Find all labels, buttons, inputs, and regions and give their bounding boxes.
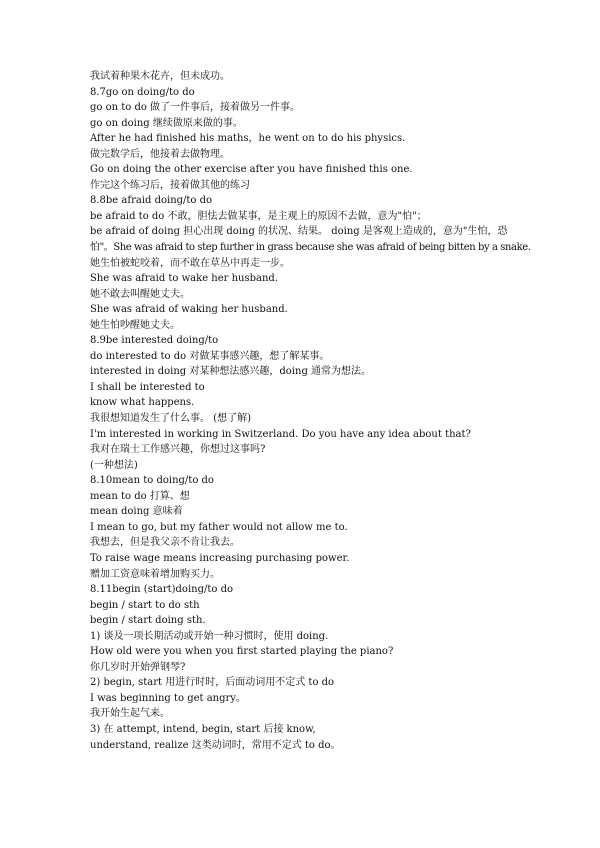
example-sentence: How old were you when you first started playing the piano? — [90, 646, 394, 658]
text-line: go on to do 做了一件事后，接着做另一件事。 — [90, 102, 301, 114]
translation-line: 我开始生起气来。 — [90, 708, 170, 720]
translation-line: 我很想知道发生了什么事。 (想了解) — [90, 413, 251, 425]
example-sentence: know what happens. — [90, 397, 195, 409]
example-sentence: She was afraid of waking her husband. — [90, 304, 288, 316]
text-line: be afraid to do 不敢，胆怯去做某事，是主观上的原因不去做，意为"怕"； — [90, 210, 427, 222]
document-page — [90, 69, 531, 753]
text-line: mean doing 意味着 — [90, 506, 183, 518]
example-sentence: I shall be interested to — [90, 381, 205, 393]
example-sentence: I was beginning to get angry。 — [90, 692, 246, 704]
translation-line: 你几岁时开始弹钢琴? — [90, 661, 186, 673]
translation-line: 她不敢去叫醒她丈夫。 — [90, 288, 190, 300]
translation-line: 作完这个练习后，接着做其他的练习 — [90, 179, 250, 191]
section-heading: 8.10mean to doing/to do — [90, 475, 214, 487]
text-line: (一种想法) — [90, 459, 138, 471]
example-sentence: After he had finished his maths，he went on to do his physics. — [90, 133, 406, 145]
text-line: 2) begin, start 用进行时时，后面动词用不定式 to do — [90, 677, 335, 689]
section-heading: 8.9be interested doing/to — [90, 335, 219, 347]
text-line: 3) 在 attempt, intend, begin, start 后接 know, — [90, 723, 316, 735]
example-sentence: Go on doing the other exercise after you have finished this one. — [90, 164, 413, 176]
translation-line: 做完数学后，他接着去做物理。 — [90, 148, 230, 160]
text-line: do interested to do 对做某事感兴趣，想了解某事。 — [90, 350, 330, 362]
example-sentence: 怕"。She was afraid to step further in grass because she was afraid of being bitten by a snake. — [90, 242, 531, 254]
text-line: begin / start doing sth. — [90, 615, 206, 627]
translation-line: 她生怕吵醒她丈夫。 — [90, 319, 180, 331]
example-sentence: To raise wage means increasing purchasing power. — [90, 552, 350, 564]
example-sentence: I'm interested in working in Switzerland. Do you have any idea about that? — [90, 428, 471, 440]
translation-line: 我对在瑞士工作感兴趣，你想过这事吗? — [90, 444, 266, 456]
example-sentence: She was afraid to wake her husband. — [90, 273, 279, 285]
text-line: interested in doing 对某种想法感兴趣，doing 通常为想法。 — [90, 366, 372, 378]
text-line: understand, realize 这类动词时，常用不定式 to do。 — [90, 739, 341, 751]
translation-line: 她生怕被蛇咬着，而不敢在草丛中再走一步。 — [90, 257, 290, 269]
text-line: 我试着种果木花卉，但未成功。 — [90, 71, 230, 82]
translation-line: 我想去，但是我父亲不肯让我去。 — [90, 537, 240, 549]
text-line: be afraid of doing 担心出现 doing 的状况、结果。 doing 是客观上造成的，意为"生怕，恐 — [90, 226, 508, 238]
text-line: begin / start to do sth — [90, 599, 200, 611]
text-line: mean to do 打算、想 — [90, 490, 190, 502]
text-line: go on doing 继续做原来做的事。 — [90, 117, 243, 129]
section-heading: 8.11begin (start)doing/to do — [90, 584, 233, 596]
example-sentence: I mean to go, but my father would not allow me to. — [90, 521, 348, 533]
section-heading: 8.8be afraid doing/to do — [90, 195, 213, 207]
translation-line: 赠加工资意味着增加购买力。 — [90, 568, 220, 580]
section-heading: 8.7go on doing/to do — [90, 86, 195, 98]
text-line: 1) 谈及一项长期活动或开始一种习惯时，使用 doing. — [90, 630, 329, 642]
